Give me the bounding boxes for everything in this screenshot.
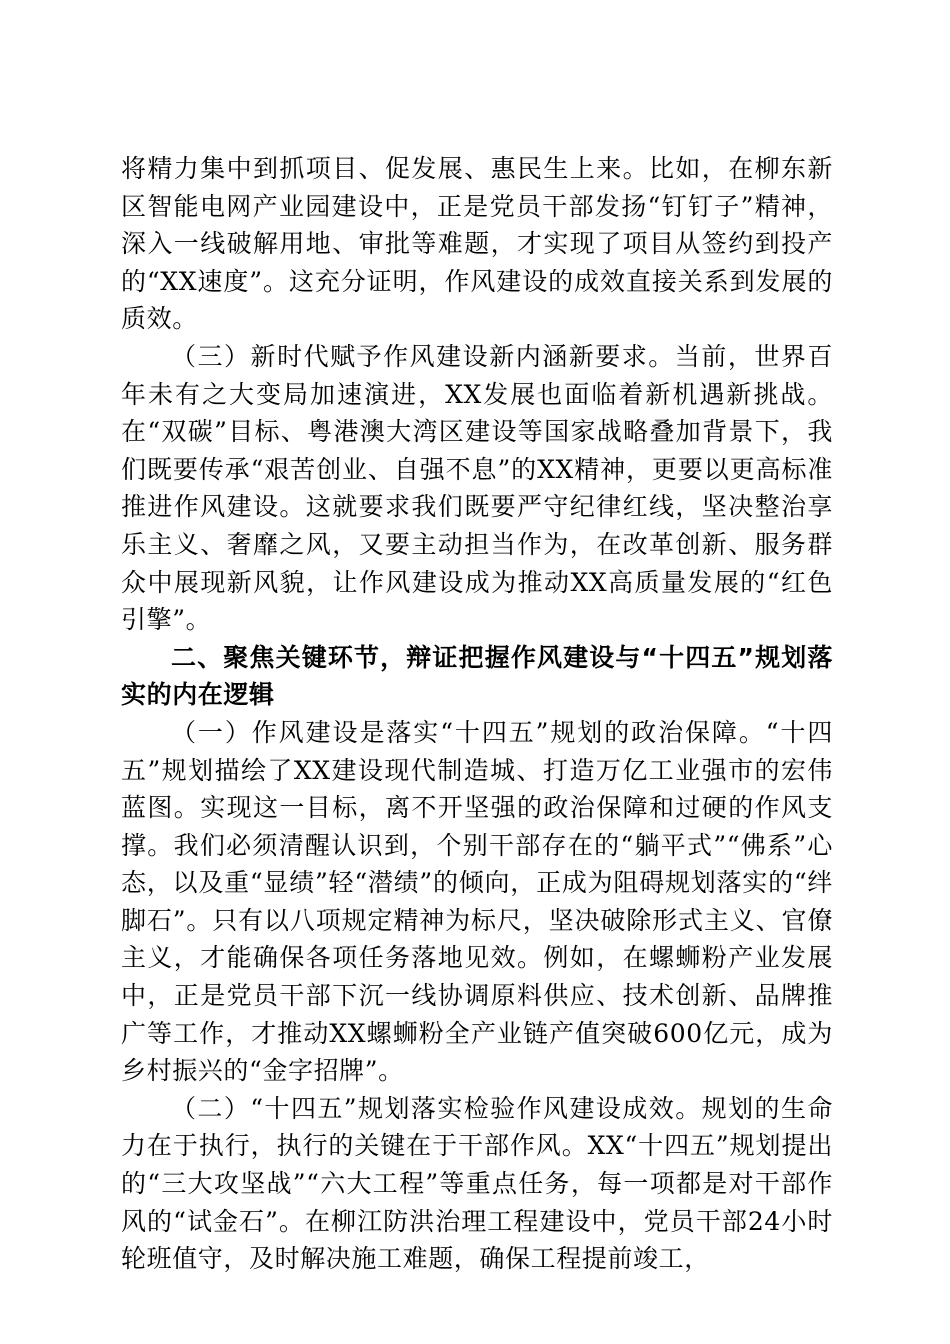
paragraph-lead: （一）作风建设是落实“十四五”规划的政治保障。 — [171, 717, 766, 747]
paragraph-text: 当前，世界百年未有之大变局加速演进，XX发展也面临着新机遇新挑战。在“双碳”目标、粤港澳大湾区建设等国家战略叠加背景下，我们既要传承“艰苦创业、自强不息”的XX精神，更要以更高标准推进作风建设。这就要求我们既要严守纪律红线，坚决整治享乐主义、奢靡之风，又要主动担当作为，在改革创新、服务群众中展现新风貌，让作风建设成为推动XX高质量发展的“红色引擎”。 — [121, 341, 833, 635]
paragraph-section-3 — [121, 338, 833, 639]
document-body — [121, 150, 833, 1278]
section-heading-2: 二、聚焦关键环节，辩证把握作风建设与“十四五”规划落实的内在逻辑 — [121, 642, 833, 710]
paragraph-section-2-1 — [121, 714, 833, 1090]
paragraph-text: “十四五”规划描绘了XX建设现代制造城、打造万亿工业强市的宏伟蓝图。实现这一目标，离不开坚强的政治保障和过硬的作风支撑。我们必须清醒认识到，个别干部存在的“躺平式”“佛系”心态，以及重“显绩”轻“潜绩”的倾向，正成为阻碍规划落实的“绊脚石”。只有以八项规定精神为标尺，坚决破除形式主义、官僚主义，才能确保各项任务落地见效。例如，在螺蛳粉产业发展中，正是党员干部下沉一线协调原料供应、技术创新、品牌推广等工作，才推动XX螺蛳粉全产业链产值突破600亿元，成为乡村振兴的“金字招牌”。 — [121, 717, 833, 1086]
paragraph-lead: （三）新时代赋予作风建设新内涵新要求。 — [171, 341, 675, 371]
paragraph-continuation — [121, 150, 833, 338]
paragraph-section-2-2 — [121, 1090, 833, 1278]
paragraph-text: 规划的生命力在于执行，执行的关键在于干部作风。XX“十四五”规划提出的“三大攻坚战”“六大工程”等重点任务，每一项都是对干部作风的“试金石”。在柳江防洪治理工程建设中，党员干部24小时轮班值守，及时解决施工难题，确保工程提前竣工， — [121, 1093, 833, 1274]
paragraph-lead: （二）“十四五”规划落实检验作风建设成效。 — [171, 1093, 702, 1123]
paragraph-text: 将精力集中到抓项目、促发展、惠民生上来。比如，在柳东新区智能电网产业园建设中，正是党员干部发扬“钉钉子”精神，深入一线破解用地、审批等难题，才实现了项目从签约到投产的“XX速度”。这充分证明，作风建设的成效直接关系到发展的质效。 — [121, 154, 833, 334]
